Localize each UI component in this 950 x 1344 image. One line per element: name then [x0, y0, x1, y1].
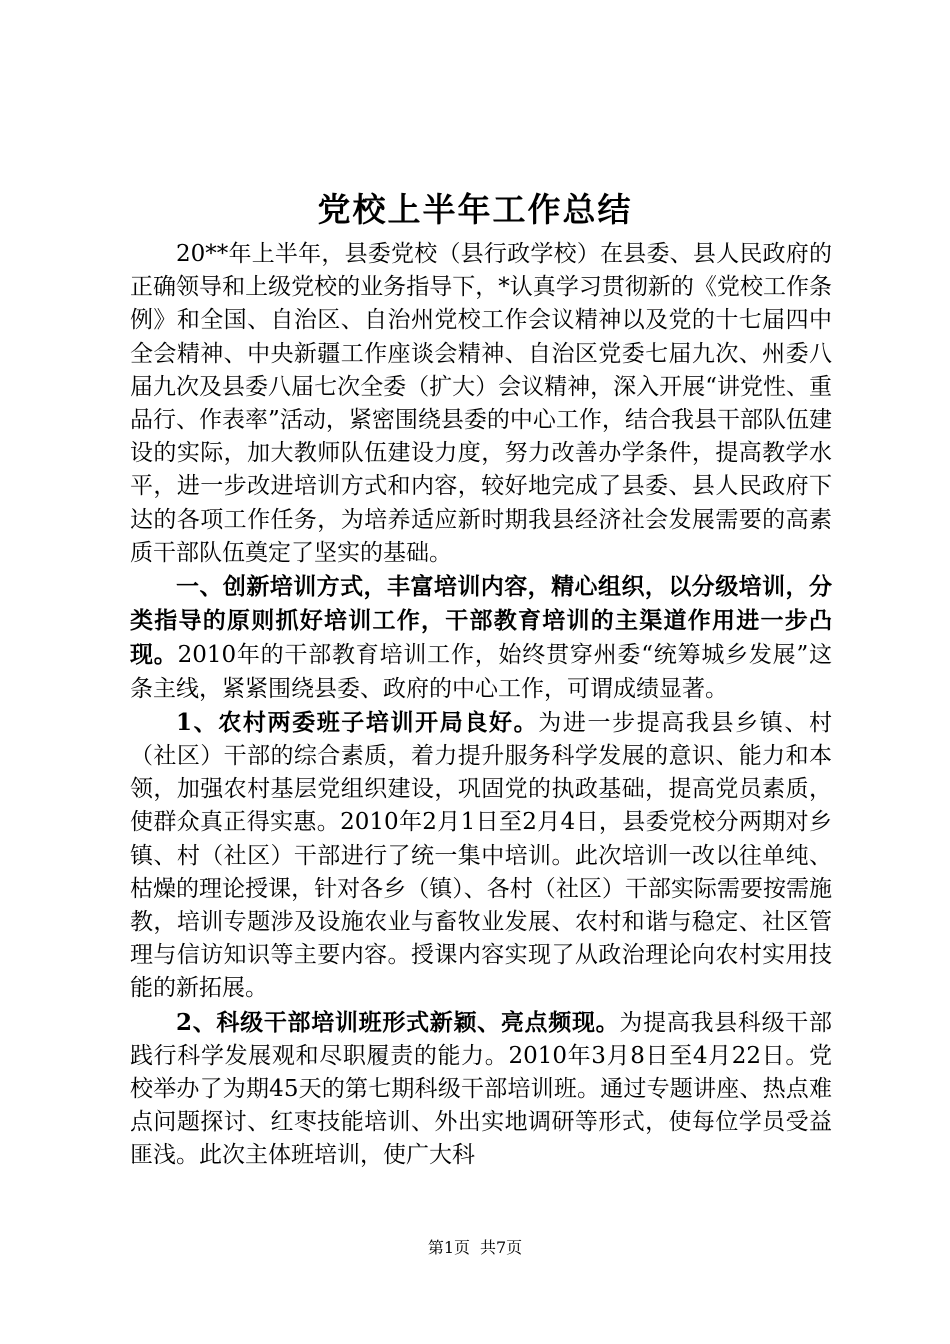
document-body: [130, 238, 832, 1173]
paragraph-text: 为提高我县科级干部践行科学发展观和尽职履责的能力。2010年3月8日至4月22日。党校举办了为期45天的第七期科级干部培训班。通过专题讲座、热点难点问题探讨、红枣技能培训、外出实地调研等形式，使每位学员受益匪浅。此次主体班培训，使广大科: [130, 1009, 832, 1169]
document-title: 党校上半年工作总结: [317, 190, 633, 229]
paragraph-text: 20**年上半年，县委党校（县行政学校）在县委、县人民政府的正确领导和上级党校的业务指导下，*认真学习贯彻新的《党校工作条例》和全国、自治区、自治州党校工作会议精神以及党的十七届四中全会精神、中央新疆工作座谈会精神、自治区党委七届九次、州委八届九次及县委八届七次全委（扩大）会议精神，深入开展“讲党性、重品行、作表率”活动，紧密围绕县委的中心工作，结合我县干部队伍建设的实际，加大教师队伍建设力度，努力改善办学条件，提高教学水平，进一步改进培训方式和内容，较好地完成了县委、县人民政府下达的各项工作任务，为培养适应新时期我县经济社会发展需要的高素质干部队伍奠定了坚实的基础。: [130, 241, 832, 566]
paragraph-text: 为进一步提高我县乡镇、村（社区）干部的综合素质，着力提升服务科学发展的意识、能力和本领，加强农村基层党组织建设，巩固党的执政基础，提高党员素质，使群众真正得实惠。2010年2月1日至2月4日，县委党校分两期对乡镇、村（社区）干部进行了统一集中培训。此次培训一改以往单纯、枯燥的理论授课，针对各乡（镇）、各村（社区）干部实际需要按需施教，培训专题涉及设施农业与畜牧业发展、农村和谐与稳定、社区管理与信访知识等主要内容。授课内容实现了从政治理论向农村实用技能的新拓展。: [130, 709, 832, 1002]
section-heading: 一、创新培训方式，丰富培训内容，精心组织，以分级培训，分类指导的原则抓好培训工作，干部教育培训的主渠道作用进一步凸现。: [130, 573, 832, 669]
paragraph-text: 2010年的干部教育培训工作，始终贯穿州委“统筹城乡发展”这条主线，紧紧围绕县委、政府的中心工作，可谓成绩显著。: [130, 642, 832, 702]
paragraph-item-2: [130, 1006, 832, 1173]
page-number: 第1页: [427, 1238, 470, 1257]
item-heading: 1、农村两委班子培训开局良好。: [176, 708, 539, 736]
paragraph-item-1: [130, 706, 832, 1006]
paragraph-intro: [130, 238, 832, 570]
item-heading: 2、科级干部培训班形式新颖、亮点频现。: [176, 1008, 620, 1036]
paragraph-section-1: [130, 570, 832, 706]
page-footer: [0, 1238, 950, 1258]
page-total: 共7页: [480, 1238, 523, 1257]
